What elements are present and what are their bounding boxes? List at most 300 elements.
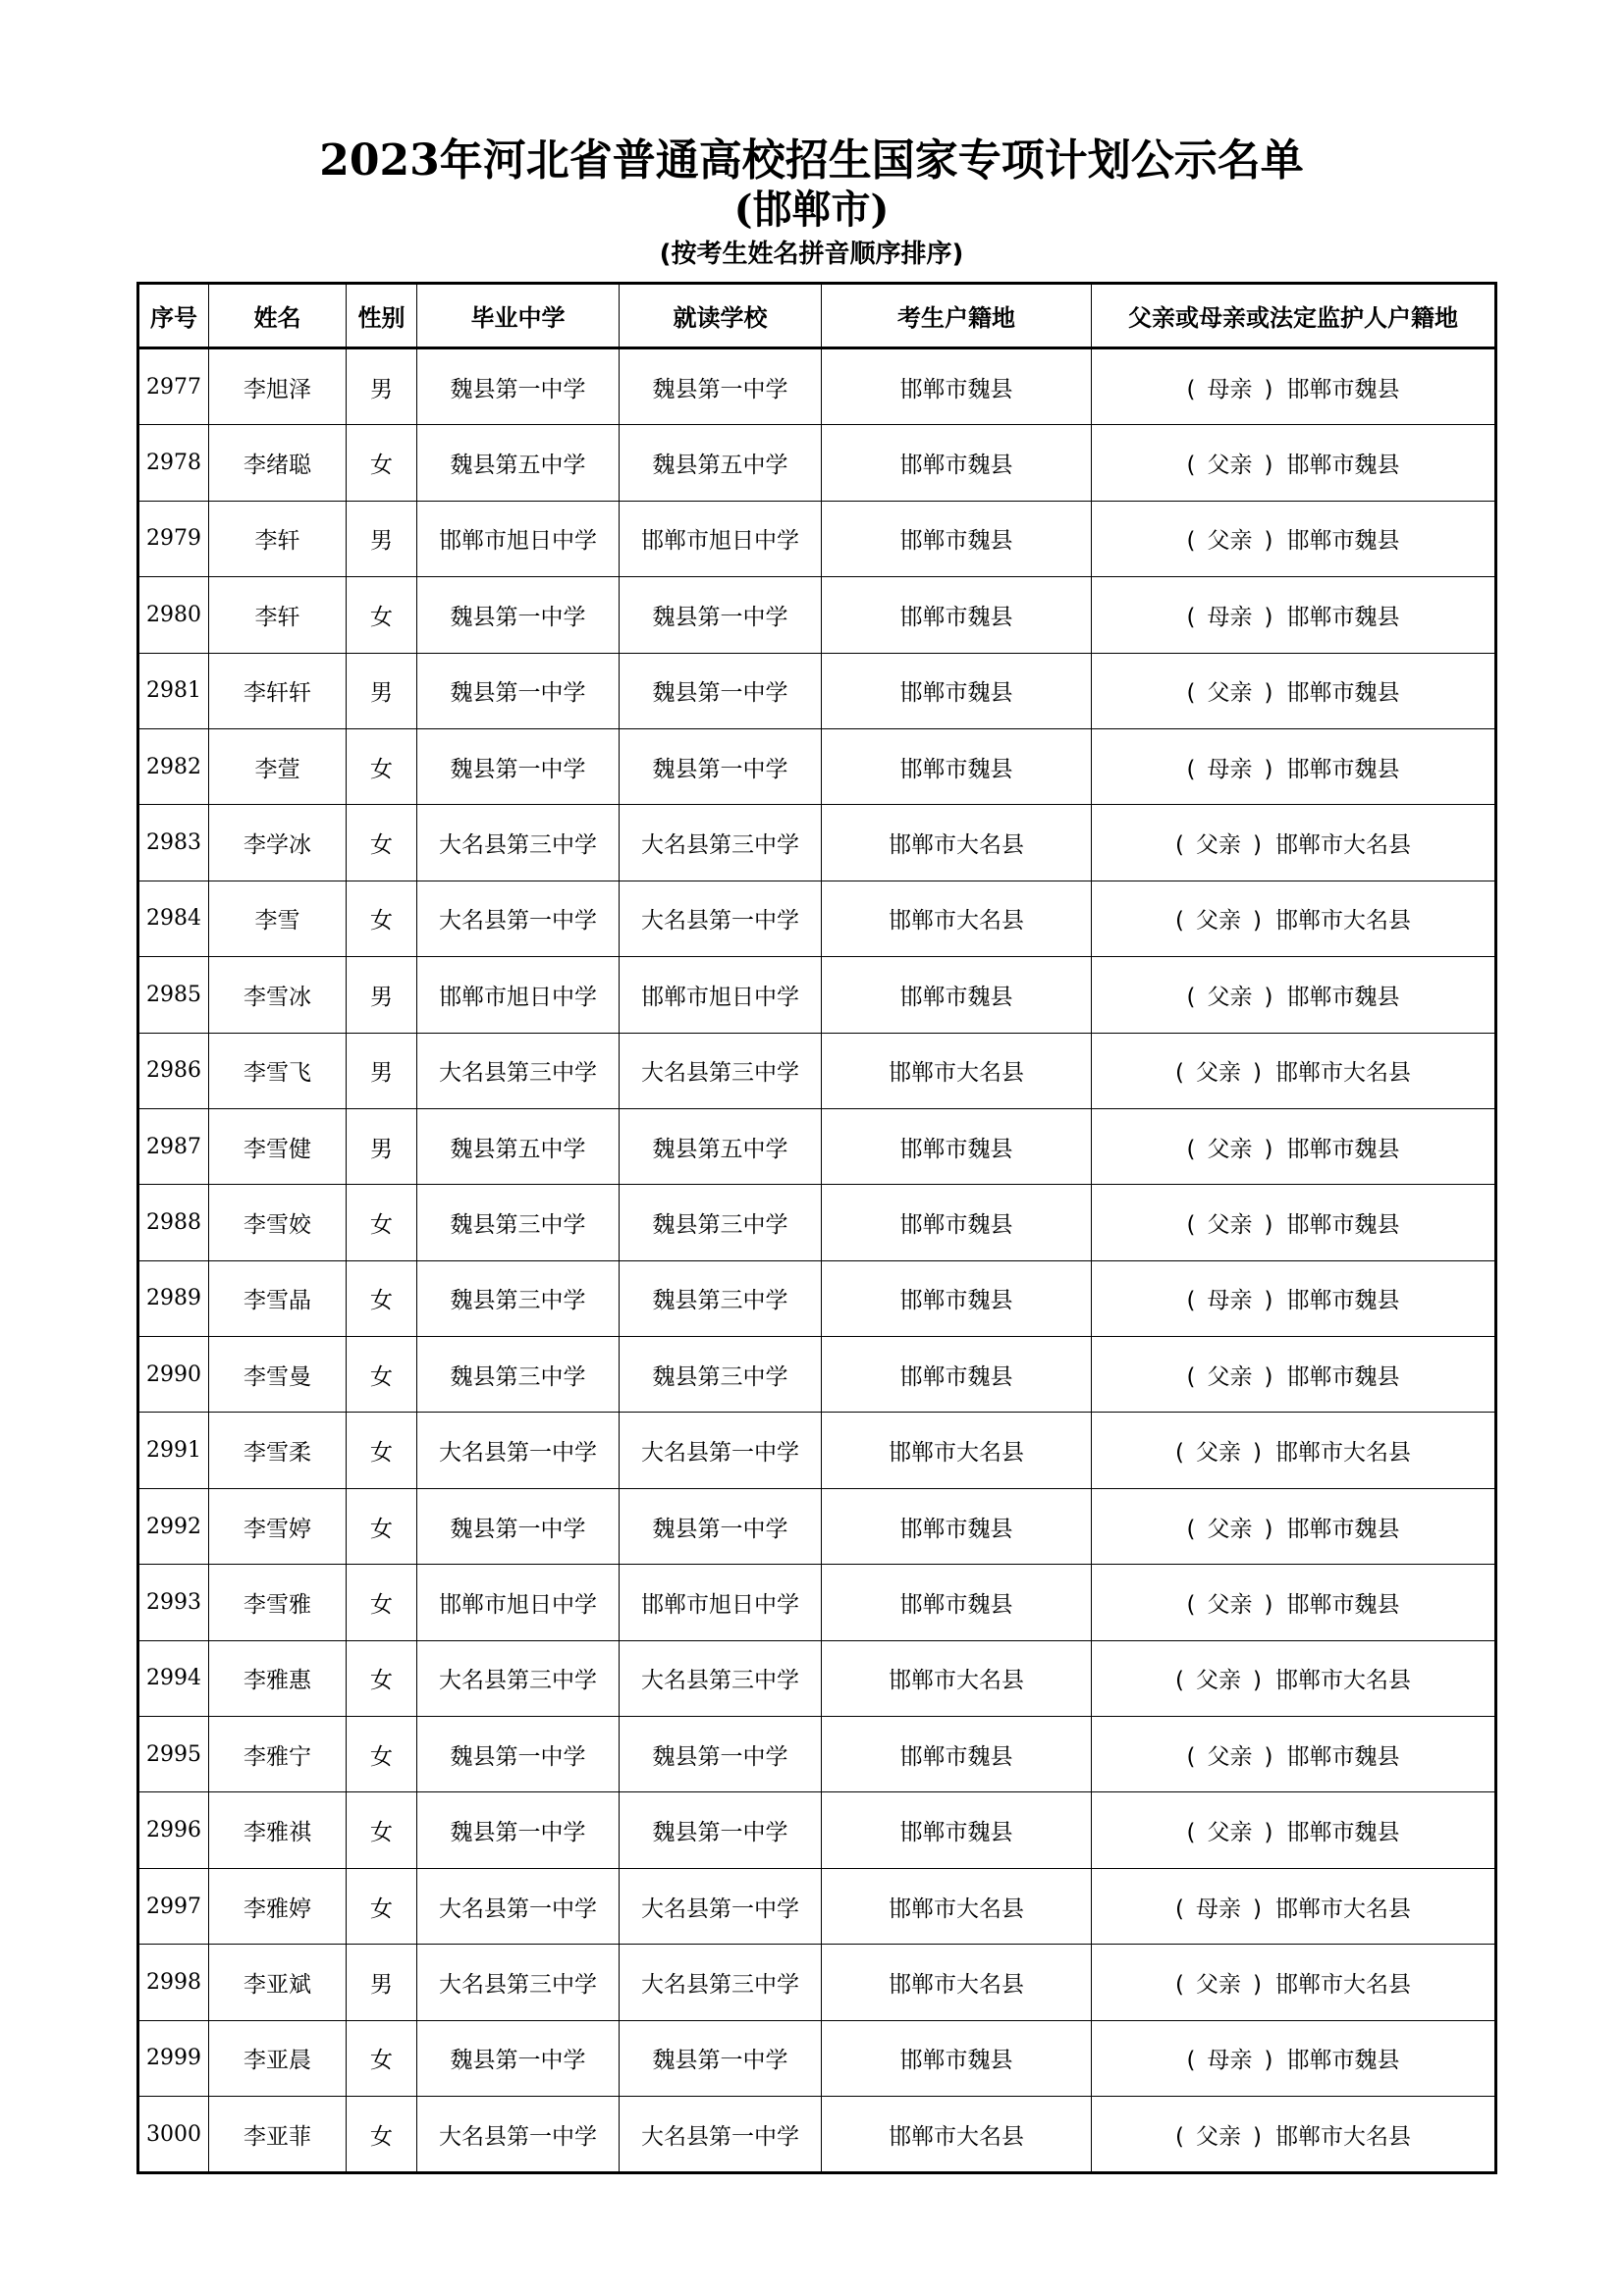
cell-guardian-hukou	[1092, 1565, 1496, 1640]
table-row	[138, 501, 1496, 576]
paren-open: (	[1186, 528, 1196, 555]
guardian-relation: 父亲	[1207, 1211, 1253, 1238]
paren-close: )	[1264, 1820, 1273, 1846]
cell-name: 李绪聪	[209, 425, 347, 501]
cell-current-school: 大名县第三中学	[620, 805, 822, 881]
guardian-relation: 父亲	[1196, 1971, 1241, 1998]
paren-close: )	[1264, 756, 1273, 782]
cell-gender: 男	[347, 653, 417, 728]
paren-open: (	[1186, 376, 1196, 402]
paren-open: (	[1175, 1971, 1184, 1998]
cell-hukou: 邯郸市魏县	[822, 1565, 1092, 1640]
guardian-relation: 父亲	[1196, 1440, 1241, 1467]
cell-name: 李雪晶	[209, 1260, 347, 1336]
cell-guardian-hukou	[1092, 425, 1496, 501]
cell-guardian-hukou	[1092, 1640, 1496, 1716]
cell-seq: 2984	[138, 881, 209, 956]
guardian-relation: 母亲	[1207, 2048, 1253, 2074]
col-header-grad-school: 毕业中学	[417, 284, 620, 348]
cell-grad-school: 魏县第一中学	[417, 577, 620, 653]
col-header-hukou: 考生户籍地	[822, 284, 1092, 348]
cell-name: 李雪雅	[209, 1565, 347, 1640]
cell-gender: 女	[347, 728, 417, 804]
cell-name: 李旭泽	[209, 348, 347, 425]
cell-gender: 女	[347, 577, 417, 653]
cell-name: 李雪柔	[209, 1413, 347, 1488]
cell-hukou: 邯郸市魏县	[822, 2020, 1092, 2096]
cell-guardian-hukou	[1092, 1488, 1496, 1564]
cell-hukou: 邯郸市魏县	[822, 1488, 1092, 1564]
cell-guardian-hukou	[1092, 1792, 1496, 1868]
col-header-guardian-hukou: 父亲或母亲或法定监护人户籍地	[1092, 284, 1496, 348]
cell-guardian-hukou	[1092, 957, 1496, 1033]
paren-close: )	[1253, 1896, 1262, 1922]
paren-open: (	[1186, 1516, 1196, 1542]
cell-guardian-hukou	[1092, 653, 1496, 728]
cell-current-school: 大名县第三中学	[620, 1945, 822, 2020]
cell-grad-school: 魏县第三中学	[417, 1260, 620, 1336]
cell-hukou: 邯郸市魏县	[822, 1260, 1092, 1336]
cell-current-school: 大名县第一中学	[620, 1413, 822, 1488]
cell-name: 李雪冰	[209, 957, 347, 1033]
cell-gender: 女	[347, 1717, 417, 1792]
cell-grad-school: 大名县第一中学	[417, 881, 620, 956]
cell-seq: 2978	[138, 425, 209, 501]
table-row	[138, 1185, 1496, 1260]
cell-gender: 男	[347, 1033, 417, 1108]
cell-name: 李雪婷	[209, 1488, 347, 1564]
cell-grad-school: 邯郸市旭日中学	[417, 1565, 620, 1640]
paren-open: (	[1186, 1288, 1196, 1314]
cell-hukou: 邯郸市魏县	[822, 501, 1092, 576]
paren-open: (	[1175, 1668, 1184, 1694]
cell-seq: 2985	[138, 957, 209, 1033]
paren-open: (	[1186, 1363, 1196, 1390]
cell-name: 李雪曼	[209, 1337, 347, 1413]
cell-grad-school: 魏县第一中学	[417, 348, 620, 425]
roster-body	[138, 348, 1496, 2173]
guardian-relation: 父亲	[1207, 1591, 1253, 1618]
guardian-relation: 父亲	[1207, 1820, 1253, 1846]
cell-name: 李雅惠	[209, 1640, 347, 1716]
cell-seq: 2998	[138, 1945, 209, 2020]
table-row	[138, 1945, 1496, 2020]
guardian-hukou-place: 邯郸市魏县	[1286, 756, 1400, 782]
table-row	[138, 1337, 1496, 1413]
paren-close: )	[1264, 1211, 1273, 1238]
paren-open: (	[1186, 1591, 1196, 1618]
table-row	[138, 957, 1496, 1033]
guardian-hukou-place: 邯郸市魏县	[1286, 528, 1400, 555]
cell-grad-school: 魏县第五中学	[417, 1108, 620, 1184]
cell-hukou: 邯郸市大名县	[822, 805, 1092, 881]
paren-close: )	[1264, 604, 1273, 630]
cell-name: 李雅宁	[209, 1717, 347, 1792]
paren-open: (	[1175, 1896, 1184, 1922]
cell-grad-school: 大名县第一中学	[417, 1413, 620, 1488]
table-row	[138, 805, 1496, 881]
guardian-hukou-place: 邯郸市大名县	[1274, 1060, 1411, 1087]
cell-seq: 2991	[138, 1413, 209, 1488]
cell-current-school: 邯郸市旭日中学	[620, 501, 822, 576]
cell-hukou: 邯郸市魏县	[822, 957, 1092, 1033]
cell-guardian-hukou	[1092, 1717, 1496, 1792]
paren-open: (	[1186, 756, 1196, 782]
paren-open: (	[1175, 1440, 1184, 1467]
cell-grad-school: 邯郸市旭日中学	[417, 957, 620, 1033]
paren-open: (	[1175, 832, 1184, 859]
table-row	[138, 577, 1496, 653]
cell-gender: 女	[347, 1565, 417, 1640]
cell-hukou: 邯郸市大名县	[822, 2096, 1092, 2172]
cell-name: 李轩轩	[209, 653, 347, 728]
paren-open: (	[1175, 2123, 1184, 2150]
guardian-relation: 父亲	[1196, 908, 1241, 934]
cell-guardian-hukou	[1092, 2096, 1496, 2172]
cell-current-school: 魏县第一中学	[620, 1488, 822, 1564]
paren-close: )	[1264, 1743, 1273, 1770]
cell-grad-school: 大名县第一中学	[417, 1868, 620, 1944]
cell-hukou: 邯郸市魏县	[822, 1337, 1092, 1413]
cell-hukou: 邯郸市大名县	[822, 1945, 1092, 2020]
cell-gender: 女	[347, 425, 417, 501]
cell-grad-school: 魏县第一中学	[417, 1488, 620, 1564]
cell-current-school: 魏县第三中学	[620, 1260, 822, 1336]
cell-current-school: 魏县第一中学	[620, 577, 822, 653]
table-row	[138, 1868, 1496, 1944]
paren-open: (	[1186, 2048, 1196, 2074]
table-row	[138, 1640, 1496, 1716]
cell-hukou: 邯郸市魏县	[822, 425, 1092, 501]
cell-current-school: 魏县第一中学	[620, 653, 822, 728]
guardian-hukou-place: 邯郸市大名县	[1274, 1668, 1411, 1694]
guardian-hukou-place: 邯郸市大名县	[1274, 1440, 1411, 1467]
paren-close: )	[1253, 832, 1262, 859]
cell-guardian-hukou	[1092, 577, 1496, 653]
cell-guardian-hukou	[1092, 1413, 1496, 1488]
paren-close: )	[1253, 1440, 1262, 1467]
guardian-relation: 母亲	[1207, 1288, 1253, 1314]
guardian-relation: 父亲	[1207, 984, 1253, 1010]
paren-close: )	[1264, 528, 1273, 555]
cell-hukou: 邯郸市大名县	[822, 881, 1092, 956]
cell-seq: 2982	[138, 728, 209, 804]
guardian-hukou-place: 邯郸市魏县	[1286, 984, 1400, 1010]
guardian-hukou-place: 邯郸市魏县	[1286, 1211, 1400, 1238]
cell-hukou: 邯郸市魏县	[822, 1185, 1092, 1260]
col-header-current-school: 就读学校	[620, 284, 822, 348]
cell-hukou: 邯郸市魏县	[822, 1717, 1092, 1792]
cell-current-school: 魏县第五中学	[620, 425, 822, 501]
paren-open: (	[1186, 1743, 1196, 1770]
guardian-hukou-place: 邯郸市大名县	[1274, 1896, 1411, 1922]
cell-gender: 男	[347, 1108, 417, 1184]
cell-current-school: 魏县第一中学	[620, 728, 822, 804]
cell-guardian-hukou	[1092, 501, 1496, 576]
guardian-relation: 母亲	[1196, 1896, 1241, 1922]
guardian-hukou-place: 邯郸市魏县	[1286, 1288, 1400, 1314]
guardian-relation: 母亲	[1207, 756, 1253, 782]
cell-name: 李学冰	[209, 805, 347, 881]
cell-current-school: 大名县第三中学	[620, 1033, 822, 1108]
cell-guardian-hukou	[1092, 2020, 1496, 2096]
cell-seq: 2995	[138, 1717, 209, 1792]
cell-current-school: 魏县第一中学	[620, 348, 822, 425]
guardian-hukou-place: 邯郸市大名县	[1274, 908, 1411, 934]
table-row	[138, 1792, 1496, 1868]
cell-grad-school: 魏县第一中学	[417, 1792, 620, 1868]
cell-seq: 2990	[138, 1337, 209, 1413]
cell-current-school: 魏县第一中学	[620, 1792, 822, 1868]
cell-hukou: 邯郸市魏县	[822, 348, 1092, 425]
cell-gender: 女	[347, 805, 417, 881]
cell-guardian-hukou	[1092, 728, 1496, 804]
paren-close: )	[1253, 2123, 1262, 2150]
cell-grad-school: 大名县第三中学	[417, 1640, 620, 1716]
table-row	[138, 881, 1496, 956]
paren-close: )	[1253, 1971, 1262, 1998]
cell-seq: 2997	[138, 1868, 209, 1944]
header-row	[138, 284, 1496, 348]
cell-current-school: 邯郸市旭日中学	[620, 1565, 822, 1640]
guardian-hukou-place: 邯郸市大名县	[1274, 1971, 1411, 1998]
guardian-hukou-place: 邯郸市魏县	[1286, 376, 1400, 402]
cell-hukou: 邯郸市魏县	[822, 577, 1092, 653]
cell-hukou: 邯郸市魏县	[822, 728, 1092, 804]
guardian-hukou-place: 邯郸市魏县	[1286, 604, 1400, 630]
table-row	[138, 728, 1496, 804]
col-header-name: 姓名	[209, 284, 347, 348]
guardian-hukou-place: 邯郸市魏县	[1286, 1516, 1400, 1542]
table-row	[138, 2020, 1496, 2096]
cell-name: 李轩	[209, 501, 347, 576]
paren-close: )	[1264, 1516, 1273, 1542]
cell-guardian-hukou	[1092, 1945, 1496, 2020]
city-subtitle: (邯郸市)	[733, 187, 890, 233]
cell-name: 李雪健	[209, 1108, 347, 1184]
cell-seq: 2979	[138, 501, 209, 576]
cell-seq: 2988	[138, 1185, 209, 1260]
cell-grad-school: 魏县第一中学	[417, 653, 620, 728]
table-row	[138, 2096, 1496, 2172]
cell-guardian-hukou	[1092, 348, 1496, 425]
cell-current-school: 大名县第一中学	[620, 2096, 822, 2172]
paren-open: (	[1186, 680, 1196, 707]
cell-gender: 女	[347, 1640, 417, 1716]
cell-guardian-hukou	[1092, 1260, 1496, 1336]
cell-name: 李萱	[209, 728, 347, 804]
cell-seq: 2986	[138, 1033, 209, 1108]
cell-seq: 2993	[138, 1565, 209, 1640]
paren-close: )	[1264, 2048, 1273, 2074]
cell-current-school: 魏县第三中学	[620, 1337, 822, 1413]
cell-seq: 2994	[138, 1640, 209, 1716]
cell-name: 李雅婷	[209, 1868, 347, 1944]
cell-seq: 2999	[138, 2020, 209, 2096]
cell-grad-school: 大名县第三中学	[417, 805, 620, 881]
cell-current-school: 魏县第五中学	[620, 1108, 822, 1184]
cell-grad-school: 魏县第一中学	[417, 728, 620, 804]
guardian-hukou-place: 邯郸市魏县	[1286, 1743, 1400, 1770]
paren-close: )	[1264, 1136, 1273, 1162]
cell-hukou: 邯郸市大名县	[822, 1413, 1092, 1488]
cell-hukou: 邯郸市魏县	[822, 1108, 1092, 1184]
table-row	[138, 425, 1496, 501]
cell-hukou: 邯郸市魏县	[822, 653, 1092, 728]
sort-note: (按考生姓名拼音顺序排序)	[659, 240, 964, 269]
cell-guardian-hukou	[1092, 805, 1496, 881]
guardian-hukou-place: 邯郸市魏县	[1286, 680, 1400, 707]
paren-close: )	[1264, 1591, 1273, 1618]
cell-name: 李雪姣	[209, 1185, 347, 1260]
cell-seq: 2989	[138, 1260, 209, 1336]
cell-gender: 女	[347, 2096, 417, 2172]
cell-guardian-hukou	[1092, 1108, 1496, 1184]
cell-seq: 2987	[138, 1108, 209, 1184]
paren-close: )	[1253, 1060, 1262, 1087]
cell-gender: 女	[347, 1792, 417, 1868]
paren-open: (	[1175, 908, 1184, 934]
cell-guardian-hukou	[1092, 1033, 1496, 1108]
paren-open: (	[1175, 1060, 1184, 1087]
cell-guardian-hukou	[1092, 1337, 1496, 1413]
col-header-gender: 性别	[347, 284, 417, 348]
paren-close: )	[1264, 1288, 1273, 1314]
cell-gender: 女	[347, 1488, 417, 1564]
paren-open: (	[1186, 984, 1196, 1010]
cell-gender: 男	[347, 1945, 417, 2020]
paren-close: )	[1264, 984, 1273, 1010]
guardian-hukou-place: 邯郸市魏县	[1286, 1591, 1400, 1618]
guardian-relation: 父亲	[1196, 1060, 1241, 1087]
paren-close: )	[1264, 1363, 1273, 1390]
cell-current-school: 魏县第三中学	[620, 1185, 822, 1260]
table-row	[138, 348, 1496, 425]
cell-current-school: 大名县第一中学	[620, 881, 822, 956]
table-row	[138, 1033, 1496, 1108]
cell-current-school: 魏县第一中学	[620, 2020, 822, 2096]
cell-name: 李雪	[209, 881, 347, 956]
guardian-relation: 父亲	[1196, 1668, 1241, 1694]
cell-name: 李雪飞	[209, 1033, 347, 1108]
cell-name: 李亚斌	[209, 1945, 347, 2020]
guardian-relation: 父亲	[1207, 680, 1253, 707]
col-header-seq: 序号	[138, 284, 209, 348]
page-header	[0, 135, 1623, 271]
table-row	[138, 1717, 1496, 1792]
guardian-relation: 父亲	[1207, 1136, 1253, 1162]
cell-grad-school: 大名县第三中学	[417, 1033, 620, 1108]
guardian-hukou-place: 邯郸市魏县	[1286, 1136, 1400, 1162]
paren-open: (	[1186, 1136, 1196, 1162]
cell-current-school: 邯郸市旭日中学	[620, 957, 822, 1033]
guardian-hukou-place: 邯郸市魏县	[1286, 1820, 1400, 1846]
guardian-hukou-place: 邯郸市魏县	[1286, 2048, 1400, 2074]
cell-current-school: 魏县第一中学	[620, 1717, 822, 1792]
roster-table	[136, 282, 1497, 2174]
guardian-relation: 父亲	[1207, 1363, 1253, 1390]
cell-gender: 女	[347, 1868, 417, 1944]
cell-grad-school: 大名县第一中学	[417, 2096, 620, 2172]
cell-seq: 2996	[138, 1792, 209, 1868]
paren-open: (	[1186, 1211, 1196, 1238]
guardian-hukou-place: 邯郸市魏县	[1286, 453, 1400, 479]
cell-hukou: 邯郸市大名县	[822, 1868, 1092, 1944]
cell-hukou: 邯郸市魏县	[822, 1792, 1092, 1868]
guardian-relation: 母亲	[1207, 604, 1253, 630]
cell-grad-school: 魏县第三中学	[417, 1337, 620, 1413]
cell-gender: 女	[347, 1185, 417, 1260]
paren-close: )	[1253, 1668, 1262, 1694]
page-title: 2023年河北省普通高校招生国家专项计划公示名单	[319, 135, 1304, 186]
cell-seq: 2992	[138, 1488, 209, 1564]
cell-grad-school: 魏县第五中学	[417, 425, 620, 501]
paren-close: )	[1264, 376, 1273, 402]
cell-name: 李亚晨	[209, 2020, 347, 2096]
table-row	[138, 1108, 1496, 1184]
cell-gender: 女	[347, 881, 417, 956]
guardian-relation: 母亲	[1207, 376, 1253, 402]
guardian-relation: 父亲	[1207, 1516, 1253, 1542]
cell-current-school: 大名县第一中学	[620, 1868, 822, 1944]
cell-seq: 3000	[138, 2096, 209, 2172]
cell-grad-school: 大名县第三中学	[417, 1945, 620, 2020]
guardian-hukou-place: 邯郸市大名县	[1274, 832, 1411, 859]
cell-grad-school: 魏县第一中学	[417, 2020, 620, 2096]
cell-gender: 男	[347, 957, 417, 1033]
cell-name: 李亚菲	[209, 2096, 347, 2172]
cell-gender: 男	[347, 348, 417, 425]
table-row	[138, 1565, 1496, 1640]
cell-seq: 2981	[138, 653, 209, 728]
guardian-hukou-place: 邯郸市魏县	[1286, 1363, 1400, 1390]
cell-gender: 女	[347, 1260, 417, 1336]
cell-gender: 女	[347, 1337, 417, 1413]
cell-seq: 2983	[138, 805, 209, 881]
guardian-relation: 父亲	[1196, 832, 1241, 859]
table-row	[138, 1260, 1496, 1336]
paren-close: )	[1264, 453, 1273, 479]
cell-gender: 女	[347, 2020, 417, 2096]
table-row	[138, 1488, 1496, 1564]
cell-gender: 女	[347, 1413, 417, 1488]
table-row	[138, 653, 1496, 728]
cell-gender: 男	[347, 501, 417, 576]
cell-hukou: 邯郸市大名县	[822, 1033, 1092, 1108]
paren-open: (	[1186, 453, 1196, 479]
guardian-relation: 父亲	[1207, 528, 1253, 555]
cell-grad-school: 魏县第一中学	[417, 1717, 620, 1792]
paren-close: )	[1253, 908, 1262, 934]
guardian-relation: 父亲	[1196, 2123, 1241, 2150]
cell-grad-school: 邯郸市旭日中学	[417, 501, 620, 576]
paren-close: )	[1264, 680, 1273, 707]
cell-seq: 2980	[138, 577, 209, 653]
paren-open: (	[1186, 1820, 1196, 1846]
cell-hukou: 邯郸市大名县	[822, 1640, 1092, 1716]
cell-guardian-hukou	[1092, 1185, 1496, 1260]
paren-open: (	[1186, 604, 1196, 630]
cell-guardian-hukou	[1092, 1868, 1496, 1944]
cell-current-school: 大名县第三中学	[620, 1640, 822, 1716]
guardian-hukou-place: 邯郸市大名县	[1274, 2123, 1411, 2150]
cell-grad-school: 魏县第三中学	[417, 1185, 620, 1260]
cell-guardian-hukou	[1092, 881, 1496, 956]
cell-seq: 2977	[138, 348, 209, 425]
table-row	[138, 1413, 1496, 1488]
guardian-relation: 父亲	[1207, 453, 1253, 479]
cell-name: 李雅祺	[209, 1792, 347, 1868]
